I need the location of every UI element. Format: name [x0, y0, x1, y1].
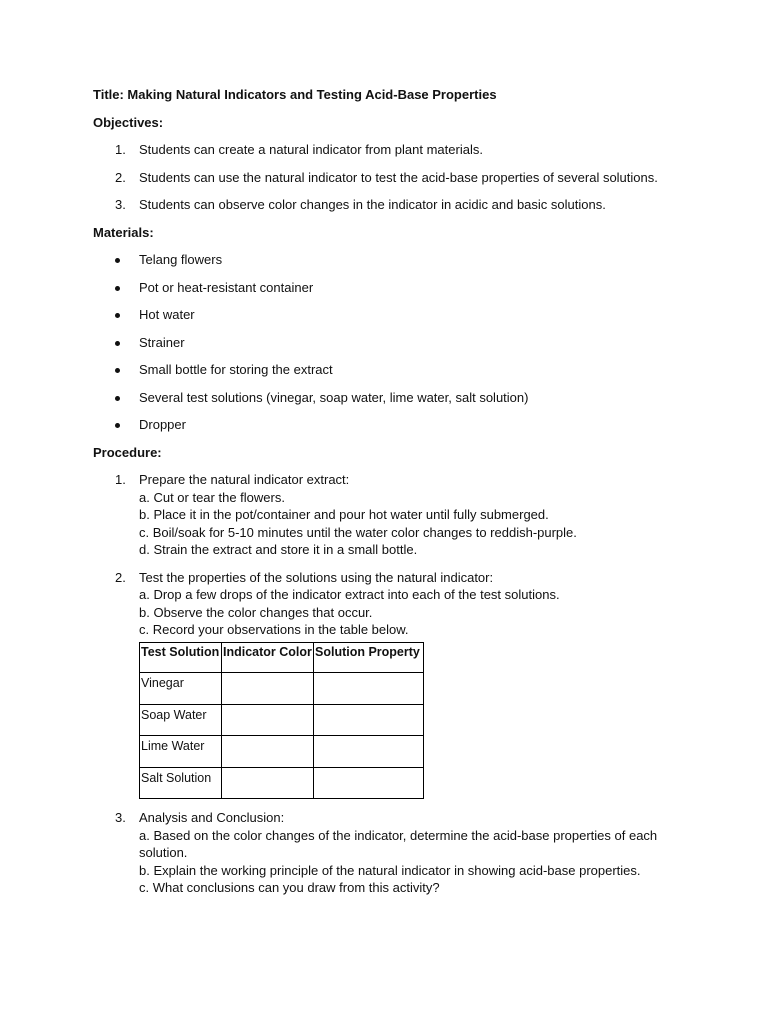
- objective-item: [93, 196, 693, 214]
- procedure-heading: Procedure:: [93, 444, 162, 460]
- observation-table: [139, 642, 424, 800]
- list-number: 1.: [115, 472, 126, 487]
- table-header-row: [140, 642, 424, 673]
- table-cell: [222, 673, 314, 705]
- table-cell: [314, 736, 424, 768]
- objective-text: Students can use the natural indicator to test the acid-base properties of several solutions.: [139, 169, 658, 185]
- objective-item: [93, 169, 693, 187]
- table-cell: Vinegar: [140, 673, 222, 705]
- substep-text: c. Record your observations in the table below.: [139, 622, 409, 637]
- objectives-list: [93, 141, 693, 214]
- material-text: Telang flowers: [139, 252, 223, 267]
- material-text: Small bottle for storing the extract: [139, 362, 333, 377]
- bullet-icon: [115, 423, 120, 428]
- material-item: [93, 416, 693, 434]
- substep-text: c. Boil/soak for 5-10 minutes until the water color changes to reddish-purple.: [139, 524, 577, 540]
- objective-text: Students can observe color changes in the indicator in acidic and basic solutions.: [139, 197, 606, 212]
- bullet-icon: [115, 313, 120, 318]
- column-header: Solution Property: [314, 642, 424, 673]
- bullet-icon: [115, 341, 120, 346]
- procedure-list: [93, 471, 693, 897]
- column-header: Indicator Color: [222, 642, 314, 673]
- bullet-icon: [115, 368, 120, 373]
- table-row: [140, 673, 424, 705]
- procedure-step: [93, 471, 693, 559]
- list-number: 3.: [115, 197, 126, 212]
- material-item: [93, 251, 693, 269]
- material-item: [93, 334, 693, 352]
- table-cell: [314, 704, 424, 736]
- objectives-heading: Objectives:: [93, 114, 164, 130]
- table-cell: [222, 704, 314, 736]
- document-page: [93, 86, 693, 907]
- step-text: Prepare the natural indicator extract:: [139, 472, 350, 487]
- table-cell: [222, 767, 314, 799]
- list-number: 1.: [115, 142, 126, 157]
- substep-text: a. Cut or tear the flowers.: [139, 489, 285, 505]
- list-number: 3.: [115, 810, 126, 825]
- substep-text: b. Observe the color changes that occur.: [139, 604, 373, 620]
- materials-list: [93, 251, 693, 434]
- substep-text: b. Place it in the pot/container and pour hot water until fully submerged.: [139, 507, 549, 522]
- bullet-icon: [115, 258, 120, 263]
- material-item: [93, 306, 693, 324]
- bullet-icon: [115, 396, 120, 401]
- objective-text: Students can create a natural indicator from plant materials.: [139, 142, 483, 157]
- list-number: 2.: [115, 569, 126, 585]
- substep-text: c. What conclusions can you draw from this activity?: [139, 880, 440, 895]
- substep-text: b. Explain the working principle of the natural indicator in showing acid-base properties.: [139, 862, 641, 878]
- table-row: [140, 767, 424, 799]
- material-item: [93, 389, 693, 407]
- step-text: Analysis and Conclusion:: [139, 810, 285, 825]
- table-cell: [314, 767, 424, 799]
- table-cell: [314, 673, 424, 705]
- step-text: Test the properties of the solutions using the natural indicator:: [139, 569, 494, 585]
- table-row: [140, 736, 424, 768]
- material-item: [93, 279, 693, 297]
- material-text: Strainer: [139, 334, 185, 350]
- table-cell: Salt Solution: [140, 767, 222, 799]
- material-text: Pot or heat-resistant container: [139, 279, 314, 295]
- column-header: Test Solution: [140, 642, 222, 673]
- objective-item: [93, 141, 693, 159]
- bullet-icon: [115, 286, 120, 291]
- material-item: [93, 361, 693, 379]
- table-cell: Soap Water: [140, 704, 222, 736]
- substep-text: a. Based on the color changes of the indicator, determine the acid-base properties of each solution.: [139, 827, 658, 860]
- material-text: Several test solutions (vinegar, soap water, lime water, salt solution): [139, 389, 529, 405]
- table-row: [140, 704, 424, 736]
- material-text: Hot water: [139, 307, 195, 322]
- table-cell: [222, 736, 314, 768]
- materials-heading: Materials:: [93, 224, 154, 240]
- material-text: Dropper: [139, 417, 186, 432]
- procedure-step: [93, 569, 693, 800]
- substep-text: a. Drop a few drops of the indicator extract into each of the test solutions.: [139, 587, 560, 602]
- table-cell: Lime Water: [140, 736, 222, 768]
- substep-text: d. Strain the extract and store it in a small bottle.: [139, 542, 418, 557]
- document-title: Title: Making Natural Indicators and Testing Acid-Base Properties: [93, 87, 497, 102]
- procedure-step: [93, 809, 693, 897]
- list-number: 2.: [115, 169, 126, 185]
